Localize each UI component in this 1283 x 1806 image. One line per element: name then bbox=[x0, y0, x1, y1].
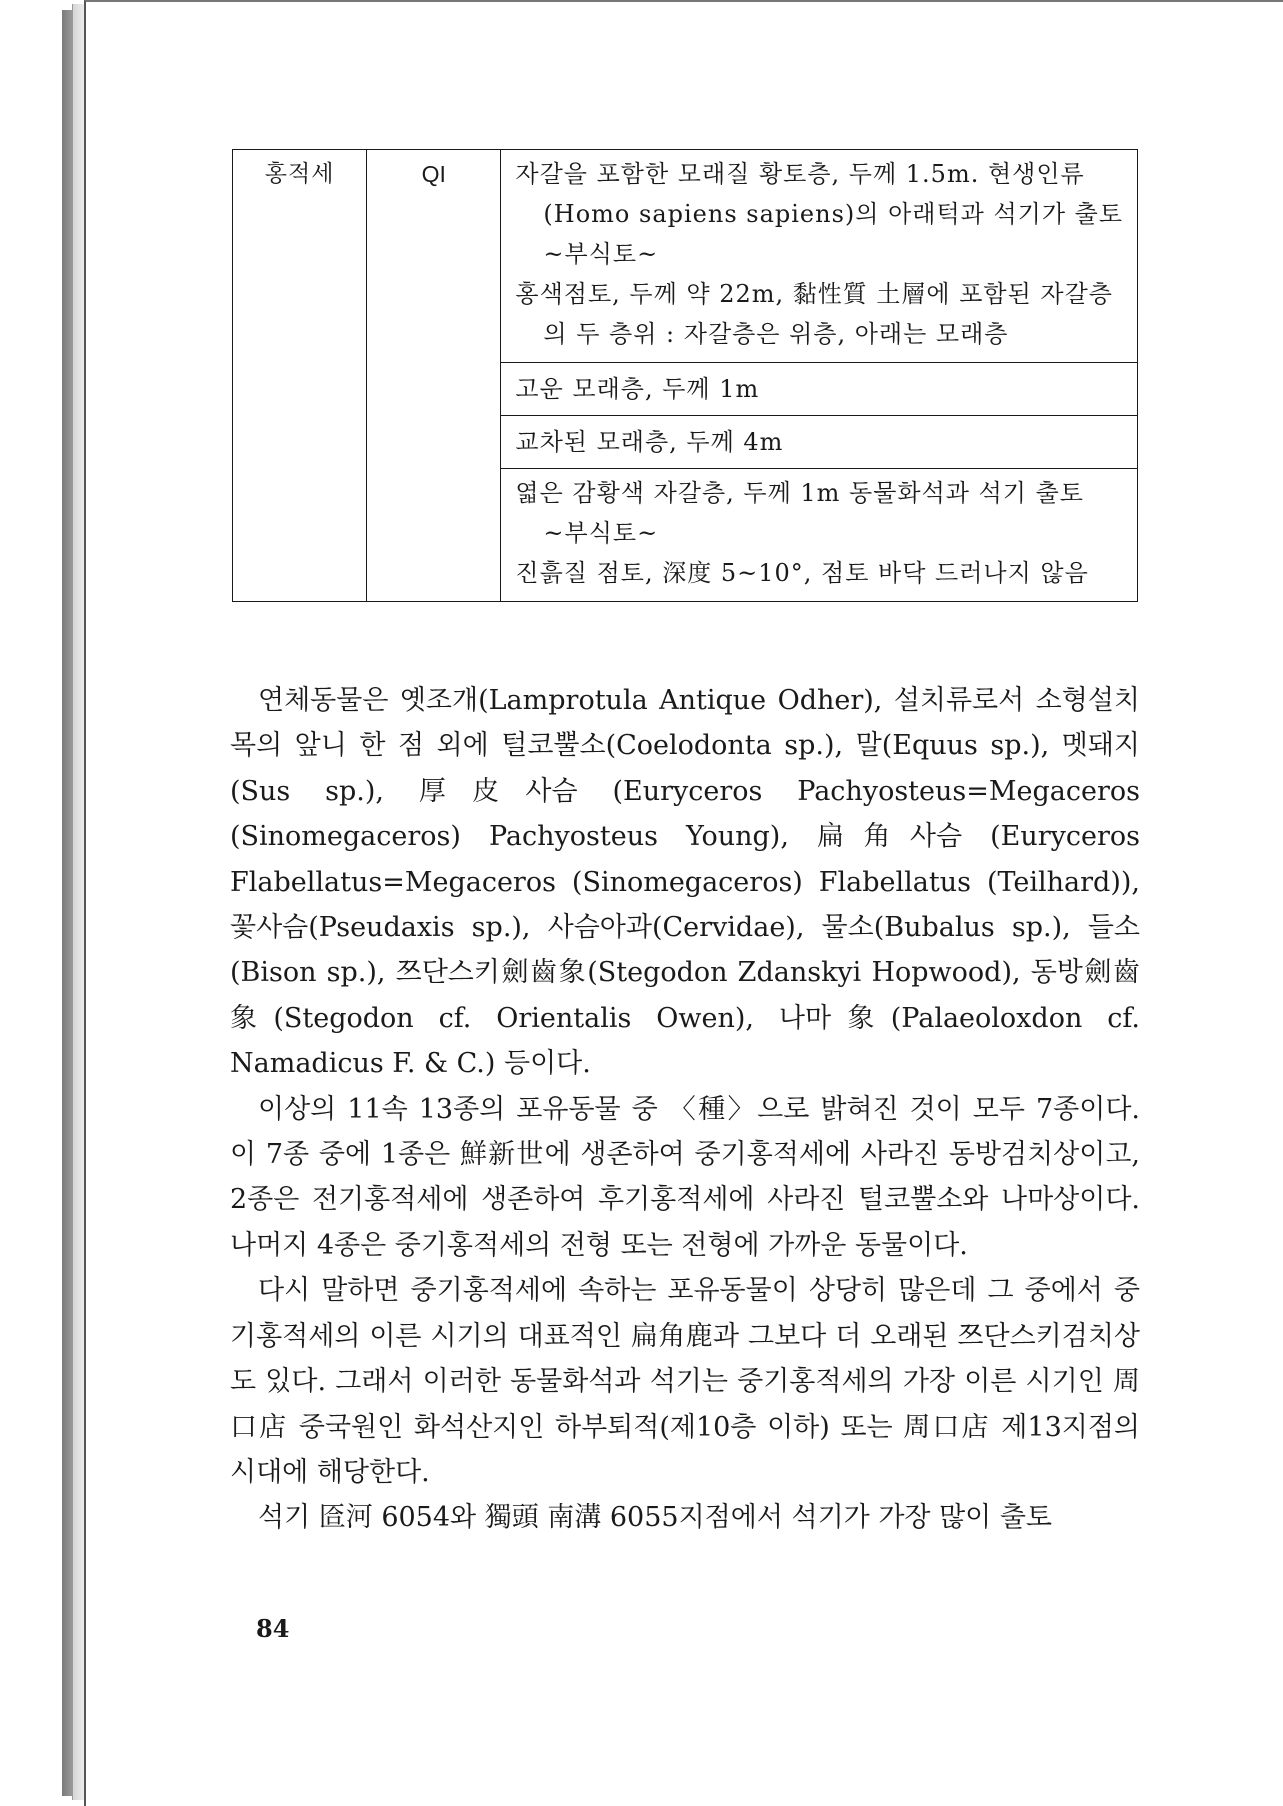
paragraph: 다시 말하면 중기홍적세에 속하는 포유동물이 상당히 많은데 그 중에서 중기홍적세의 이른 시기의 대표적인 扁角鹿과 그보다 더 오래된 쯔단스키검치상도 있다. 그래서 이러한 동물화석과 석기는 중기홍적세의 가장 이른 시기인 周口店 중국원인 화석산지인 하부퇴적(제10층 이하) 또는 周口店 제13지점의 시대에 해당한다. bbox=[230, 1275, 1140, 1488]
epoch-cell: 홍적세 bbox=[233, 150, 367, 602]
paragraph: 연체동물은 옛조개(Lamprotula Antique Odher), 설치류로서 소형설치목의 앞니 한 점 외에 털코뿔소(Coelodonta sp.), 말(Equus sp.), 멧돼지(Sus sp.), 厚皮사슴 (Euryceros Pachyosteus=Megaceros (Sinomegaceros) Pachyosteus Young), 扁角사슴 (Euryceros Flabellatus=Megaceros (Sinomegaceros) Flabellatus (Teilhard)), 꽃사슴(Pseudaxis sp.), 사슴아과(Cervidae), 물소(Bubalus sp.), 들소(Bison sp.), 쯔단스키劍齒象(Stegodon Zdanskyi Hopwood), 동방劍齒象(Stegodon cf. Orientalis Owen), 나마象(Palaeoloxdon cf. Namadicus F. & C.) 등이다. bbox=[230, 685, 1140, 1080]
table-row bbox=[233, 150, 1138, 363]
description-line: 자갈을 포함한 모래질 황토층, 두께 1.5m. 현생인류 bbox=[515, 160, 1085, 188]
paragraph: 석기 匼河 6054와 獨頭 南溝 6055지점에서 석기가 가장 많이 출토 bbox=[258, 1502, 1052, 1534]
description-line: ~부식토~ bbox=[543, 519, 659, 547]
layer-code-cell: QI bbox=[367, 150, 501, 602]
description-line: (Homo sapiens sapiens)의 아래턱과 석기가 출토 bbox=[543, 200, 1123, 228]
description-line: ~부식토~ bbox=[543, 240, 659, 268]
description-line: 교차된 모래층, 두께 4m bbox=[515, 428, 784, 456]
description-line: 엷은 감황색 자갈층, 두께 1m 동물화석과 석기 출토 bbox=[515, 479, 1084, 507]
description-line: 진흙질 점토, 深度 5~10°, 점토 바닥 드러나지 않음 bbox=[515, 559, 1089, 587]
layer-description-cell bbox=[501, 150, 1138, 363]
stratigraphy-table bbox=[232, 149, 1138, 602]
paragraph: 이상의 11속 13종의 포유동물 중 〈種〉으로 밝혀진 것이 모두 7종이다. 이 7종 중에 1종은 鮮新世에 생존하여 중기홍적세에 사라진 동방검치상이고, 2종은 전기홍적세에 생존하여 후기홍적세에 사라진 털코뿔소와 나마상이다. 나머지 4종은 중기홍적세의 전형 또는 전형에 가까운 동물이다. bbox=[230, 1093, 1140, 1261]
page-number: 84 bbox=[256, 1614, 290, 1643]
description-line: 고운 모래층, 두께 1m bbox=[515, 375, 760, 403]
layer-description-cell bbox=[501, 363, 1138, 416]
body-text bbox=[230, 678, 1140, 1541]
layer-description-cell bbox=[501, 469, 1138, 602]
description-line: 의 두 층위 : 자갈층은 위층, 아래는 모래층 bbox=[543, 320, 1009, 348]
layer-description-cell bbox=[501, 416, 1138, 469]
description-line: 홍색점토, 두께 약 22m, 黏性質 土層에 포함된 자갈층 bbox=[515, 280, 1113, 308]
